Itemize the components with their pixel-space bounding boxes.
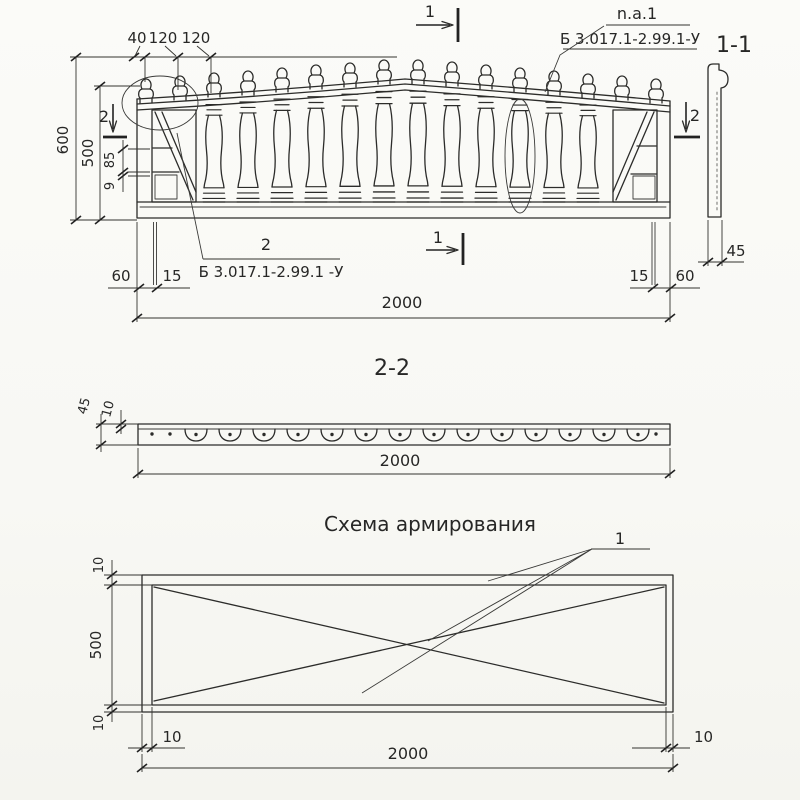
section-1-1-profile xyxy=(708,64,728,217)
callout-bottom-series: Б 3.017.1-2.99.1 -У xyxy=(198,263,344,281)
finial-knobs xyxy=(139,60,664,103)
section-2-label-right: 2 xyxy=(689,106,701,125)
dim-40: 40 xyxy=(127,29,147,47)
elevation-view xyxy=(54,2,700,322)
left-end-post xyxy=(152,110,196,202)
section-1-label-top: 1 xyxy=(424,2,436,21)
dim-left-group xyxy=(54,53,150,224)
dim-bottom-pins xyxy=(108,267,700,292)
section-mark-1-top xyxy=(416,2,458,42)
bar-item-label: 1 xyxy=(614,529,626,548)
balustrade-panel-outline xyxy=(137,99,670,218)
dim-10-top-cover: 10 xyxy=(92,556,107,574)
reinforcement-title: Схема армирования xyxy=(324,512,536,536)
dim-10-right-cover: 10 xyxy=(694,728,714,746)
callout-top-series: Б 3.017.1-2.99.1-У xyxy=(560,30,700,48)
dim-reinf-bottom-right xyxy=(632,707,713,752)
dim-15-right: 15 xyxy=(629,267,649,285)
section-mark-1-bottom xyxy=(426,228,463,265)
dim-10-left-cover: 10 xyxy=(162,728,182,746)
dim-10-strip: 10 xyxy=(99,399,119,420)
section-2-2-title: 2-2 xyxy=(374,356,410,381)
dim-2000-section: 2000 xyxy=(379,451,421,470)
dim-10-bottom-cover: 10 xyxy=(92,714,107,732)
baluster-cross-sections xyxy=(185,429,649,441)
dim-2-2-left xyxy=(75,396,138,452)
reinforcement-view xyxy=(87,512,713,772)
section-2-label-left: 2 xyxy=(98,107,110,126)
section-1-1-view xyxy=(698,33,752,266)
section-1-label-bottom: 1 xyxy=(432,228,444,247)
dim-2000-reinf: 2000 xyxy=(387,744,429,763)
section-2-2-strip xyxy=(138,424,670,445)
callout-bottom-item: 2 xyxy=(260,235,272,254)
detail-capsule-right xyxy=(505,99,535,213)
balusters xyxy=(203,91,599,202)
section-1-1-title: 1-1 xyxy=(716,33,752,58)
dim-500-reinf: 500 xyxy=(87,630,105,660)
dim-15-left: 15 xyxy=(162,267,182,285)
bar-item-leaders xyxy=(362,549,592,693)
dim-120-b: 120 xyxy=(181,29,211,47)
dim-120-a: 120 xyxy=(148,29,178,47)
dim-60-left: 60 xyxy=(111,267,131,285)
dim-600: 600 xyxy=(54,125,72,155)
dim-85: 85 xyxy=(103,151,118,169)
dim-500: 500 xyxy=(79,138,97,168)
dim-60-right: 60 xyxy=(675,267,695,285)
reinforcement-item-callout xyxy=(362,529,650,693)
diagonal-bars xyxy=(154,587,664,703)
callout-top xyxy=(545,4,700,92)
section-mark-2-right xyxy=(674,102,700,137)
dim-45-strip: 45 xyxy=(75,396,95,417)
section-2-2-view xyxy=(75,356,675,478)
dim-2-2-length xyxy=(133,448,675,478)
reinforcement-frame xyxy=(142,575,673,712)
dim-45-section: 45 xyxy=(726,242,746,260)
dim-9: 9 xyxy=(103,181,118,191)
callout-bottom-leader xyxy=(177,133,203,259)
dim-2000-elevation: 2000 xyxy=(381,293,423,312)
dim-reinf-bottom-left xyxy=(128,707,185,752)
right-end-post xyxy=(613,110,657,202)
callout-top-item: n.a.1 xyxy=(616,4,658,23)
dim-45-group xyxy=(698,220,746,266)
dim-reinf-length xyxy=(137,744,678,772)
